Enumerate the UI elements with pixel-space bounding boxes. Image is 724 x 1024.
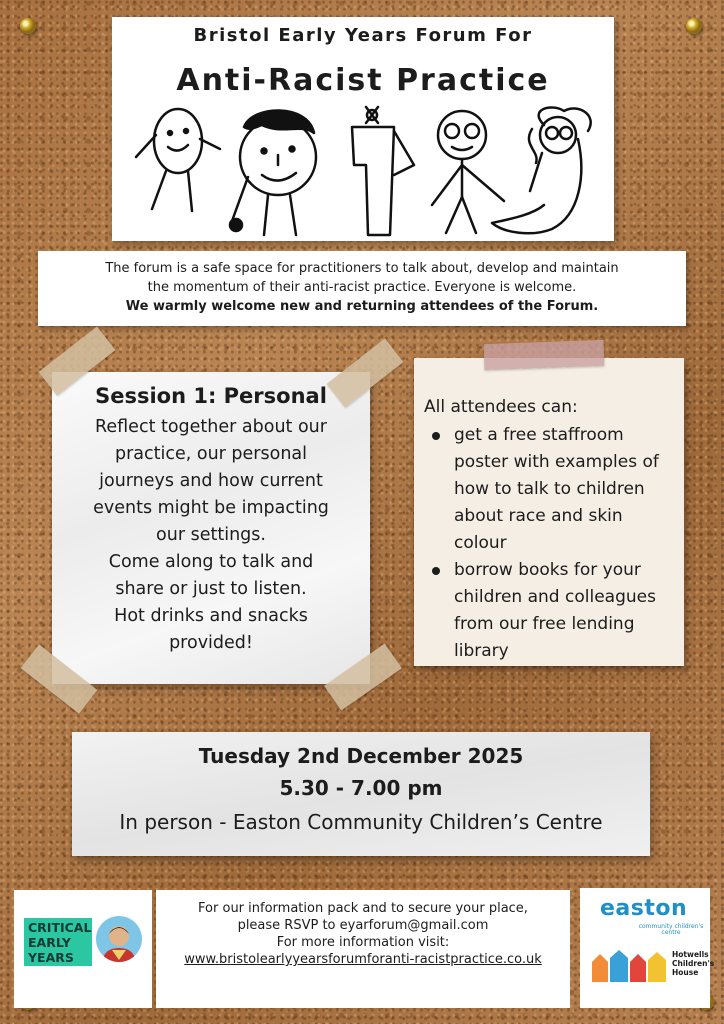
event-time: 5.30 - 7.00 pm xyxy=(279,776,443,800)
event-date: Tuesday 2nd December 2025 xyxy=(198,744,524,768)
benefit-text: get a free staffroom poster with examples of how to talk to children about race and skin colour xyxy=(454,425,659,553)
session-line: Reflect together about our xyxy=(95,417,327,437)
tape-attendees-top xyxy=(484,340,605,370)
rsvp-line-2: please RSVP to eyarforum@gmail.com xyxy=(237,918,489,933)
list-item xyxy=(424,557,674,665)
session-line: Come along to talk and xyxy=(108,552,314,572)
hotwells-logo-text: Hotwells Children's House xyxy=(672,950,715,977)
session-title: Session 1: Personal xyxy=(95,384,327,408)
session-line: share or just to listen. xyxy=(115,579,307,599)
session-line: journeys and how current xyxy=(99,471,323,491)
drawn-figure-2 xyxy=(230,110,316,235)
session-line: events might be impacting xyxy=(93,498,329,518)
attendees-card xyxy=(414,358,684,666)
session-line: practice, our personal xyxy=(114,444,307,464)
website-link[interactable]: www.bristolearlyyearsforumforanti-racistpractice.co.uk xyxy=(184,952,542,967)
bullet-icon xyxy=(432,567,440,575)
easton-logo-subtitle: community children's centre xyxy=(638,923,704,936)
list-item xyxy=(424,422,674,557)
session-line: Hot drinks and snacks xyxy=(114,606,308,626)
logo-word: YEARS xyxy=(28,950,74,965)
drawn-figure-5 xyxy=(492,107,591,233)
session-description xyxy=(52,414,370,657)
drawn-figure-4 xyxy=(432,111,504,233)
rsvp-line-3: For more information visit: xyxy=(276,935,450,950)
intro-card xyxy=(38,251,686,326)
pin-top-left xyxy=(20,18,36,34)
bullet-icon xyxy=(432,432,440,440)
session-line: provided! xyxy=(169,633,253,653)
logo-word: EARLY xyxy=(28,935,71,950)
logo-word: CRITICAL xyxy=(28,920,92,935)
intro-line-2: the momentum of their anti-racist practice. Everyone is welcome. xyxy=(147,280,577,295)
pin-top-right xyxy=(686,18,702,34)
partner-logos xyxy=(580,888,715,1008)
intro-line-1: The forum is a safe space for practitioners to talk about, develop and maintain xyxy=(105,261,619,276)
page-title: Anti-Racist Practice xyxy=(176,63,550,98)
attendees-benefits-list xyxy=(424,422,674,665)
event-location: In person - Easton Community Children’s Centre xyxy=(119,810,603,834)
critical-early-years-badge xyxy=(24,918,92,966)
benefit-text: borrow books for your children and colleagues from our free lending library xyxy=(454,560,656,661)
children-drawings-illustration xyxy=(132,105,592,241)
org-name: Bristol Early Years Forum For xyxy=(193,25,533,46)
rsvp-card xyxy=(156,890,570,1008)
hotwells-houses-icon xyxy=(590,944,670,984)
avatar xyxy=(96,916,142,962)
session-card xyxy=(52,372,370,684)
attendees-intro: All attendees can: xyxy=(424,397,578,417)
header-card xyxy=(112,17,614,241)
easton-logo: easton xyxy=(600,896,688,921)
drawn-figure-3 xyxy=(352,107,414,235)
rsvp-line-1: For our information pack and to secure your place, xyxy=(198,901,528,916)
intro-welcome-line: We warmly welcome new and returning attendees of the Forum. xyxy=(125,299,599,314)
event-details-card xyxy=(72,732,650,856)
critical-early-years-logo xyxy=(14,890,152,1008)
session-line: our settings. xyxy=(156,525,266,545)
drawn-figure-1 xyxy=(136,109,220,211)
person-portrait-icon xyxy=(96,916,142,962)
